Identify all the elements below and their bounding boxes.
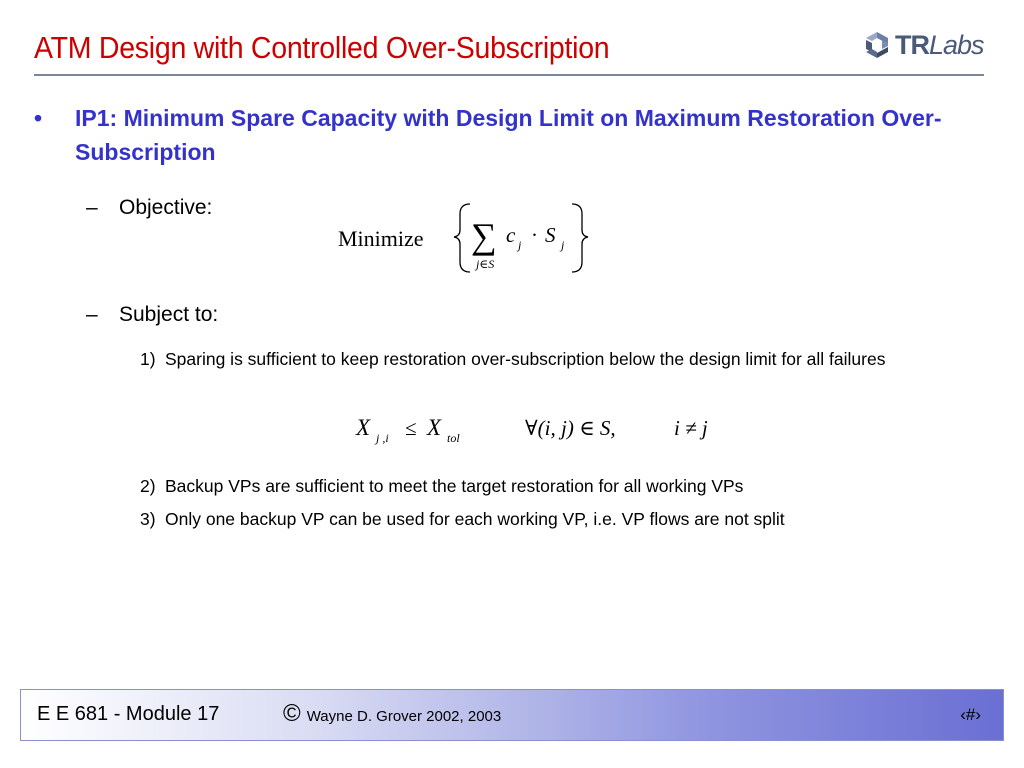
trlabs-logo: [862, 28, 984, 62]
constraint-formula: [350, 408, 750, 448]
right-brace: [572, 204, 588, 272]
objective-dash: –: [86, 196, 98, 219]
bullet-marker: •: [34, 105, 43, 131]
formula-leq: ≤: [405, 416, 417, 440]
formula-rhs: X: [427, 415, 442, 440]
logo-text-bold: TR: [895, 29, 929, 60]
footer-course: E E 681 - Module 17: [37, 703, 220, 725]
subject-to-label: Subject to:: [119, 303, 219, 326]
slide-title: ATM Design with Controlled Over-Subscription: [34, 30, 610, 65]
title-divider: [34, 74, 984, 76]
sum-subscript: j∈S: [476, 257, 495, 271]
term-c: c: [506, 223, 516, 247]
formula-lhs: X: [356, 415, 371, 440]
main-bullet-text: IP1: Minimum Spare Capacity with Design Limit on Maximum Restoration Over-Subscription: [75, 105, 942, 165]
constraint-1-text: Sparing is sufficient to keep restoration over-subscription below the design limit for all failures: [165, 349, 886, 369]
constraint-2-text: Backup VPs are sufficient to meet the target restoration for all working VPs: [165, 476, 744, 496]
formula-forall: ∀(i, j) ∈ S,: [525, 416, 616, 440]
logo-text-italic: Labs: [929, 29, 984, 60]
trlabs-logo-icon: [862, 30, 892, 60]
objective-label: Objective:: [119, 196, 213, 219]
constraint-3-text: Only one backup VP can be used for each working VP, i.e. VP flows are not split: [165, 509, 785, 529]
formula-rhs-sub: tol: [447, 431, 460, 445]
page-number: ‹#›: [960, 705, 981, 724]
constraint-2-number: 2): [140, 476, 156, 496]
footer-author: Wayne D. Grover 2002, 2003: [306, 708, 502, 725]
copyright-symbol: ©: [283, 700, 301, 727]
objective-formula: [330, 196, 600, 278]
sum-symbol: ∑: [471, 216, 497, 256]
subject-to-dash: –: [86, 303, 98, 326]
slide-footer: [20, 689, 1004, 741]
term-c-sub: j: [518, 238, 522, 252]
left-brace: [454, 204, 470, 272]
minimize-word: Minimize: [338, 226, 424, 251]
formula-neq: i ≠ j: [674, 416, 708, 440]
constraint-3-number: 3): [140, 509, 156, 529]
term-s: S: [545, 223, 556, 247]
term-s-sub: j: [561, 238, 565, 252]
formula-lhs-sub: j ,i: [376, 431, 389, 445]
constraint-1-number: 1): [140, 349, 156, 369]
multiply-dot: ·: [531, 223, 538, 247]
footer-copyright: [283, 700, 501, 728]
